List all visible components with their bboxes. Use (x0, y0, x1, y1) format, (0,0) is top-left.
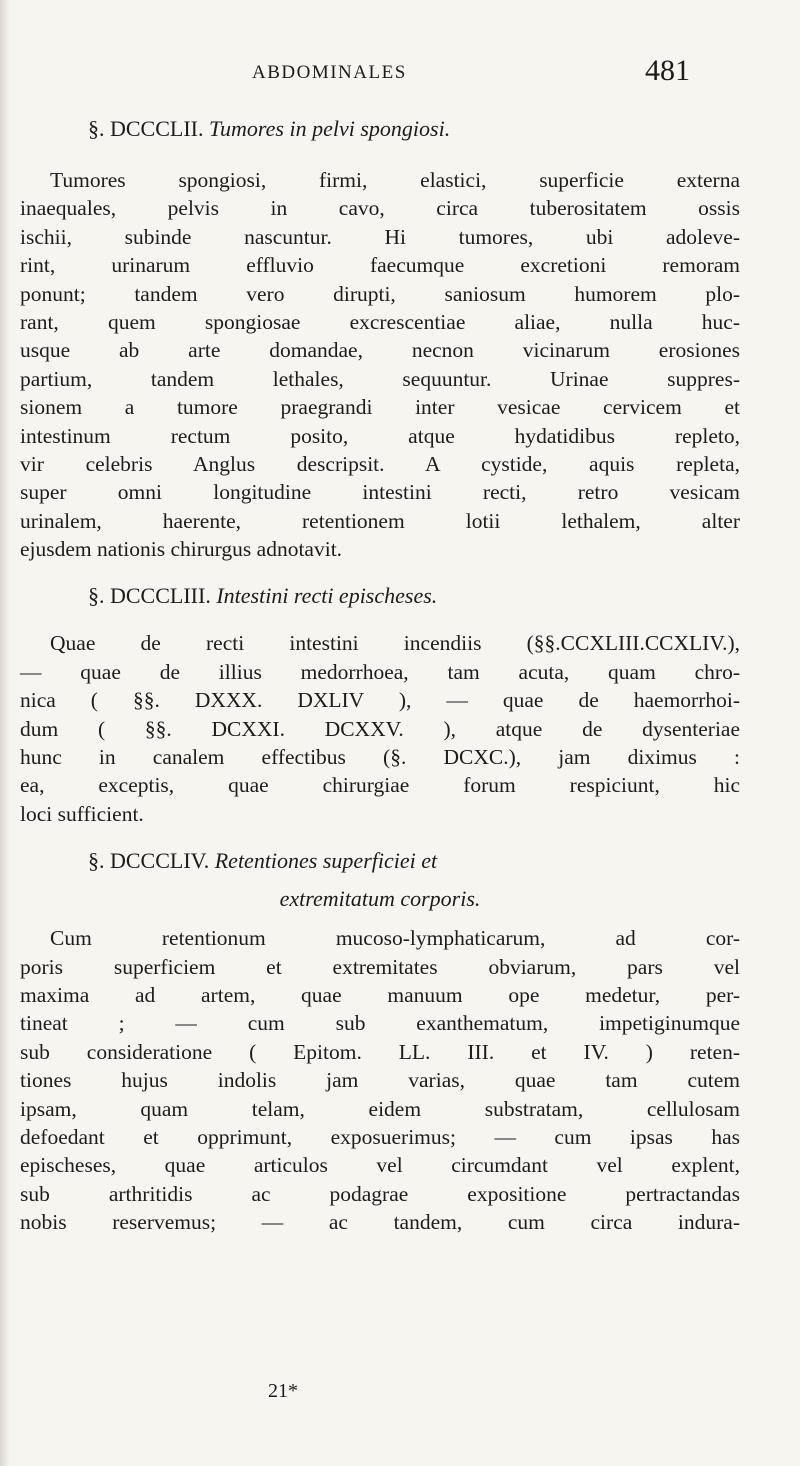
running-title: ABDOMINALES (252, 62, 407, 83)
signature-mark: 21* (268, 1380, 298, 1402)
text-line: tineat ; — cum sub exanthematum, impetiginumque (20, 1011, 740, 1036)
text-line: urinalem, haerente, retentionem lotii lethalem, alter (20, 508, 740, 533)
text-line: maxima ad artem, quae manuum ope medetur, per- (20, 982, 740, 1007)
text-line: partium, tandem lethales, sequuntur. Urinae suppres- (20, 366, 740, 391)
text-line: inaequales, pelvis in cavo, circa tuberositatem ossis (20, 196, 740, 221)
section-number: §. DCCCLIV. (88, 848, 215, 874)
text-line: ea, exceptis, quae chirurgiae forum respiciunt, hic (20, 773, 740, 798)
section-heading-continuation (20, 884, 740, 914)
binding-shadow (0, 0, 10, 1466)
text-line: tiones hujus indolis jam varias, quae tam cutem (20, 1068, 740, 1093)
text-line: ischii, subinde nascuntur. Hi tumores, ubi adoleve- (20, 224, 740, 249)
section-heading (20, 573, 740, 619)
text-line: ponunt; tandem vero dirupti, saniosum humorem plo- (20, 281, 740, 306)
section-number: §. DCCCLIII. (88, 583, 217, 609)
text-line: Quae de recti intestini incendiis (§§.CCXLIII.CCXLIV.), (50, 631, 740, 656)
text-block (20, 106, 740, 1237)
text-line: Cum retentionum mucoso-lymphaticarum, ad cor- (50, 926, 740, 951)
text-line: intestinum rectum posito, atque hydatidibus repleto, (20, 423, 740, 448)
text-line: loci sufficient. (20, 801, 144, 826)
text-line: sionem a tumore praegrandi inter vesicae cervicem et (20, 395, 740, 420)
text-line: sub arthritidis ac podagrae expositione pertractandas (20, 1181, 740, 1206)
text-line: vir celebris Anglus descripsit. A cystide, aquis repleta, (20, 451, 740, 476)
section-number: §. DCCCLII. (88, 116, 209, 141)
text-line: nica ( §§. DXXX. DXLIV ), — quae de haemorrhoi- (20, 688, 740, 713)
section-title: Intestini recti epischeses. (216, 583, 438, 609)
text-line: Tumores spongiosi, firmi, elastici, superficie externa (50, 168, 740, 192)
section-title: Retentiones superficiei et (214, 848, 438, 874)
text-line: ejusdem nationis chirurgus adnotavit. (20, 537, 343, 562)
text-line: ipsam, quam telam, eidem substratam, cellulosam (20, 1096, 740, 1121)
text-line: dum ( §§. DCXXI. DCXXV. ), atque de dysenteriae (20, 716, 740, 741)
text-line: rant, quem spongiosae excrescentiae aliae, nulla huc- (20, 309, 740, 334)
text-line: super omni longitudine intestini recti, retro vesicam (20, 480, 740, 505)
section-title: Tumores in pelvi spongiosi. (209, 116, 451, 141)
section-title-line2: extremitatum corporis. (279, 886, 481, 912)
text-line: — quae de illius medorrhoea, tam acuta, quam chro- (20, 659, 740, 684)
section-heading (20, 106, 740, 152)
text-line: poris superficiem et extremitates obviarum, pars vel (20, 954, 740, 979)
section-heading (20, 838, 740, 884)
text-line: usque ab arte domandae, necnon vicinarum erosiones (20, 338, 740, 363)
text-line: epischeses, quae articulos vel circumdant vel explent, (20, 1153, 740, 1178)
page-number: 481 (645, 54, 690, 87)
text-line: rint, urinarum effluvio faecumque excretioni remoram (20, 253, 740, 278)
text-line: hunc in canalem effectibus (§. DCXC.), jam diximus : (20, 745, 740, 770)
running-head (0, 54, 800, 94)
text-line: nobis reservemus; — ac tandem, cum circa indura- (20, 1210, 740, 1235)
text-line: defoedant et opprimunt, exposuerimus; — cum ipsas has (20, 1124, 740, 1149)
text-line: sub consideratione ( Epitom. LL. III. et IV. ) reten- (20, 1039, 740, 1064)
